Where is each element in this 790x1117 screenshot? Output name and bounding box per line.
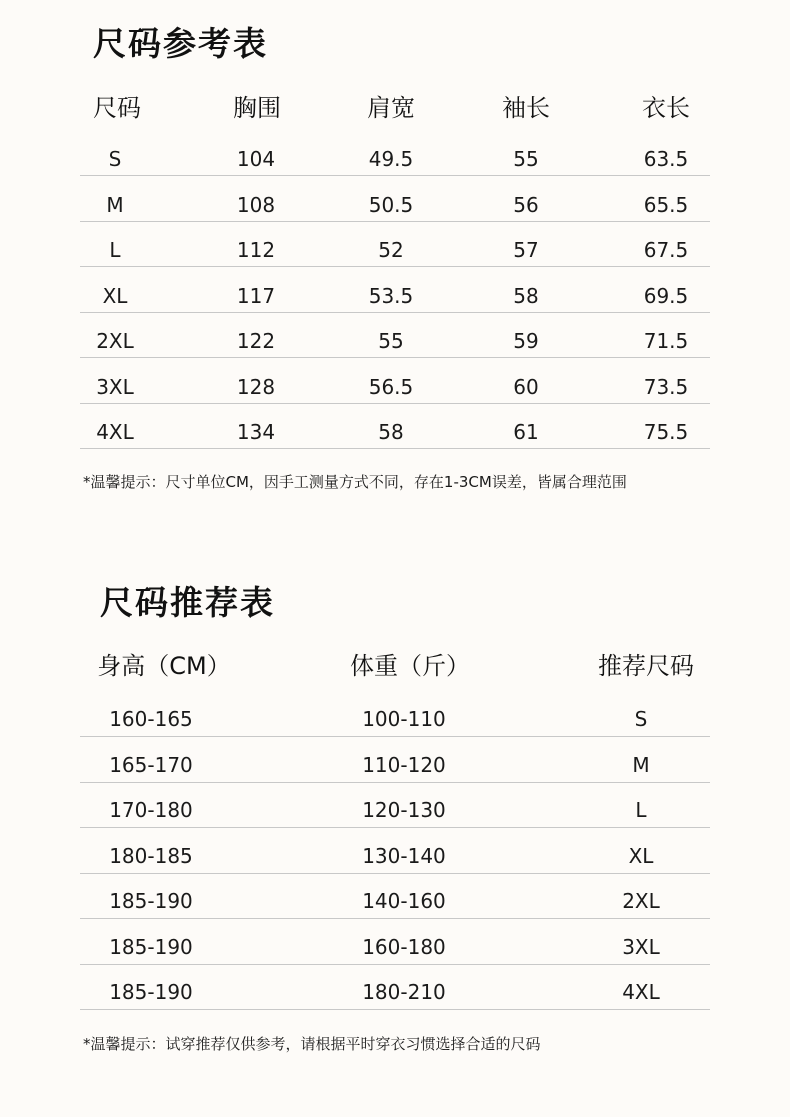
size-table-header: 胸围: [233, 94, 281, 122]
recommend-table-header: 体重（斤）: [350, 652, 470, 680]
size-table-header: 袖长: [502, 94, 550, 122]
table-cell: 134: [236, 420, 276, 444]
table-cell: 52: [378, 238, 404, 262]
row-divider: [80, 964, 710, 965]
table-cell: 57: [513, 238, 539, 262]
row-divider: [80, 175, 710, 176]
table-cell: 128: [236, 374, 276, 399]
table-cell: 59: [513, 329, 539, 353]
row-divider: [80, 873, 710, 874]
size-table-title: 尺码参考表: [93, 24, 268, 63]
table-cell: 180-210: [362, 980, 446, 1004]
table-cell: 108: [236, 192, 276, 217]
size-table-header: 肩宽: [367, 94, 415, 122]
table-cell: 73.5: [643, 374, 689, 399]
table-cell: 4XL: [622, 980, 660, 1004]
recommend-table-header: 身高（CM）: [97, 652, 231, 680]
row-divider: [80, 312, 710, 313]
table-cell: 50.5: [368, 192, 414, 217]
table-cell: 185-190: [109, 934, 193, 959]
table-cell: 140-160: [362, 889, 446, 913]
table-cell: 2XL: [96, 329, 134, 353]
table-cell: 63.5: [643, 147, 689, 171]
size-table-header: 尺码: [93, 94, 141, 122]
table-cell: M: [632, 752, 650, 777]
recommend-table-header: 推荐尺码: [598, 652, 694, 680]
table-cell: S: [108, 147, 122, 171]
row-divider: [80, 736, 710, 737]
table-cell: 60: [513, 374, 539, 399]
table-cell: 3XL: [622, 934, 660, 959]
table-cell: 65.5: [643, 192, 689, 217]
row-divider: [80, 221, 710, 222]
row-divider: [80, 448, 710, 449]
table-cell: 71.5: [643, 329, 689, 353]
table-cell: 104: [236, 147, 276, 171]
table-cell: XL: [628, 843, 654, 868]
table-cell: 58: [513, 283, 539, 308]
table-cell: XL: [102, 283, 128, 308]
table-cell: 2XL: [622, 889, 660, 913]
table-cell: 67.5: [643, 238, 689, 262]
table-cell: 170-180: [109, 798, 193, 822]
table-cell: M: [106, 192, 124, 217]
table-cell: 55: [513, 147, 539, 171]
table-cell: 4XL: [96, 420, 134, 444]
table-cell: 61: [513, 420, 539, 444]
table-cell: 130-140: [362, 843, 446, 868]
row-divider: [80, 827, 710, 828]
table-cell: 69.5: [643, 283, 689, 308]
table-cell: 122: [236, 329, 276, 353]
table-cell: 56.5: [368, 374, 414, 399]
table-cell: 58: [378, 420, 404, 444]
row-divider: [80, 918, 710, 919]
table-cell: L: [635, 798, 647, 822]
table-cell: 185-190: [109, 889, 193, 913]
table-cell: 56: [513, 192, 539, 217]
size-table-note: *温馨提示：尺寸单位CM，因手工测量方式不同，存在1-3CM误差，皆属合理范围: [83, 473, 627, 491]
table-cell: 110-120: [362, 752, 446, 777]
table-cell: 185-190: [109, 980, 193, 1004]
table-cell: 100-110: [362, 707, 446, 731]
table-cell: 120-130: [362, 798, 446, 822]
table-cell: 160-165: [109, 707, 193, 731]
table-cell: 160-180: [362, 934, 446, 959]
row-divider: [80, 1009, 710, 1010]
table-cell: 117: [236, 283, 276, 308]
table-cell: S: [634, 707, 648, 731]
table-cell: 75.5: [643, 420, 689, 444]
row-divider: [80, 357, 710, 358]
table-cell: 165-170: [109, 752, 193, 777]
table-cell: 49.5: [368, 147, 414, 171]
table-cell: 112: [236, 238, 276, 262]
row-divider: [80, 782, 710, 783]
row-divider: [80, 266, 710, 267]
size-table-header: 衣长: [642, 94, 690, 122]
table-cell: 53.5: [368, 283, 414, 308]
table-cell: 180-185: [109, 843, 193, 868]
table-cell: 55: [378, 329, 404, 353]
recommend-table-note: *温馨提示：试穿推荐仅供参考，请根据平时穿衣习惯选择合适的尺码: [83, 1035, 541, 1053]
row-divider: [80, 403, 710, 404]
recommend-table-title: 尺码推荐表: [100, 583, 275, 622]
table-cell: L: [109, 238, 121, 262]
table-cell: 3XL: [96, 374, 134, 399]
